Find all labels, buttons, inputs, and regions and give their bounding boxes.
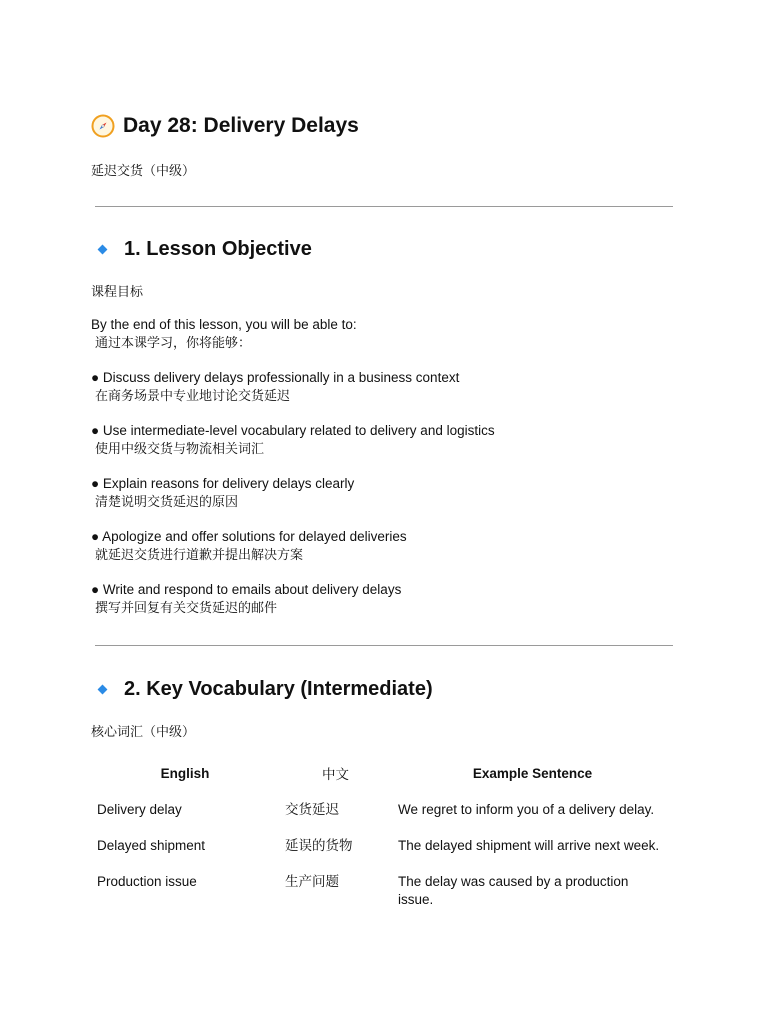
divider (95, 206, 673, 207)
table-row (91, 865, 673, 919)
section-cn-label: 核心词汇（中级） (91, 724, 196, 739)
objective-item (91, 581, 401, 617)
table-header-row (91, 757, 673, 793)
vocabulary-table (91, 757, 673, 919)
cell-example: The delayed shipment will arrive next week. (398, 838, 660, 853)
cell-chinese: 延误的货物 (285, 838, 353, 853)
section-cn-label: 课程目标 (91, 284, 144, 299)
page-title (91, 114, 359, 138)
cell-example: The delay was caused by a production issue. (398, 874, 629, 907)
objective-item (91, 475, 354, 511)
objective-en: ● Write and respond to emails about delivery delays (91, 582, 402, 597)
objective-en: ● Explain reasons for delivery delays clearly (91, 476, 355, 491)
diamond-bullet-icon (98, 685, 108, 695)
page-subtitle: 延迟交货（中级） (91, 163, 196, 178)
section-heading-objective (96, 238, 312, 261)
objective-en: ● Discuss delivery delays professionally in a business context (91, 370, 460, 385)
objective-cn: 使用中级交货与物流相关词汇 (95, 441, 265, 456)
column-header-english: English (160, 765, 210, 781)
section-heading-text: 2. Key Vocabulary (Intermediate) (124, 678, 433, 700)
cell-english: Delayed shipment (97, 838, 206, 853)
objective-cn: 清楚说明交货延迟的原因 (95, 494, 239, 509)
section-heading-text: 1. Lesson Objective (124, 238, 312, 260)
column-header-chinese: 中文 (322, 767, 349, 782)
objective-item (91, 422, 495, 458)
table-row (91, 793, 673, 829)
intro-cn: 通过本课学习，你将能够： (95, 335, 252, 350)
cell-example: We regret to inform you of a delivery delay. (398, 802, 655, 817)
objective-intro (91, 316, 357, 352)
objective-cn: 在商务场景中专业地讨论交货延迟 (95, 388, 291, 403)
cell-english: Production issue (97, 874, 197, 889)
table-row (91, 829, 673, 865)
cell-chinese: 交货延迟 (285, 802, 339, 817)
intro-en: By the end of this lesson, you will be able to: (91, 317, 357, 332)
objective-cn: 撰写并回复有关交货延迟的邮件 (95, 600, 278, 615)
compass-icon (91, 114, 115, 138)
divider (95, 645, 673, 646)
title-text: Day 28: Delivery Delays (123, 114, 359, 137)
objective-en: ● Apologize and offer solutions for delayed deliveries (91, 529, 407, 544)
objective-item (91, 528, 407, 564)
cell-english: Delivery delay (97, 802, 182, 817)
column-header-example: Example Sentence (472, 765, 593, 781)
objective-cn: 就延迟交货进行道歉并提出解决方案 (95, 547, 304, 562)
cell-chinese: 生产问题 (285, 874, 339, 889)
section-heading-vocabulary (96, 678, 433, 701)
diamond-bullet-icon (98, 245, 108, 255)
objective-en: ● Use intermediate-level vocabulary related to delivery and logistics (91, 423, 495, 438)
objective-item (91, 369, 459, 405)
